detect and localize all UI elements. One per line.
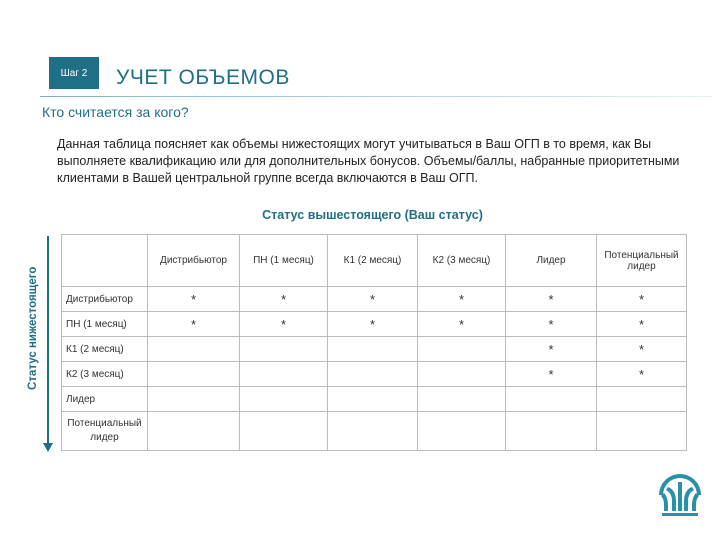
table-cell: * <box>597 337 687 362</box>
table-cell <box>328 387 418 412</box>
table-cell: * <box>506 312 597 337</box>
table-cell <box>240 337 328 362</box>
table-row <box>62 337 687 362</box>
table-cell <box>148 387 240 412</box>
table-cell: * <box>506 362 597 387</box>
volume-matrix-table <box>61 234 687 451</box>
upper-status-label: Статус вышестоящего (Ваш статус) <box>262 208 483 222</box>
arrow-down-icon <box>47 236 49 444</box>
table-cell: * <box>597 312 687 337</box>
column-header: К2 (3 месяц) <box>418 235 506 287</box>
description-text: Данная таблица поясняет как объемы нижестоящих могут учитываться в Ваш ОГП в то время, как Вы выполняете квалификацию или для дополнительных бонусов. Объемы/баллы, набранные приоритетными клиентами в Вашей центральной группе всегда включаются в Ваш ОГП. <box>57 137 680 185</box>
table-row <box>62 387 687 412</box>
row-label: К1 (2 месяц) <box>62 337 148 362</box>
page-subtitle: Кто считается за кого? <box>42 104 189 120</box>
column-header: ПН (1 месяц) <box>240 235 328 287</box>
row-label: Дистрибьютор <box>62 287 148 312</box>
table-cell <box>148 337 240 362</box>
header-divider <box>40 96 712 97</box>
table-corner-cell <box>62 235 148 287</box>
table-cell: * <box>597 287 687 312</box>
table-cell <box>240 387 328 412</box>
table-cell: * <box>240 287 328 312</box>
table-cell: * <box>328 287 418 312</box>
table-cell: * <box>418 287 506 312</box>
table-cell: * <box>506 287 597 312</box>
table-cell: * <box>597 362 687 387</box>
table-cell <box>328 362 418 387</box>
row-label: ПН (1 месяц) <box>62 312 148 337</box>
lower-status-label: Статус нижестоящего <box>27 266 39 390</box>
table-cell <box>240 412 328 451</box>
page-title: УЧЕТ ОБЪЕМОВ <box>116 66 290 89</box>
column-header: Потенциальный лидер <box>597 235 687 287</box>
table-cell <box>418 362 506 387</box>
table-row <box>62 412 687 451</box>
table-cell <box>328 412 418 451</box>
table-cell <box>418 387 506 412</box>
column-header: Дистрибьютор <box>148 235 240 287</box>
arrow-head-icon <box>43 443 53 452</box>
table-cell: * <box>148 312 240 337</box>
row-label: Потенциальный лидер <box>62 412 148 451</box>
row-label: К2 (3 месяц) <box>62 362 148 387</box>
table-cell: * <box>506 337 597 362</box>
step-badge: Шаг 2 <box>49 57 99 89</box>
table-row <box>62 287 687 312</box>
table-cell <box>597 387 687 412</box>
table-cell: * <box>240 312 328 337</box>
table-cell <box>506 387 597 412</box>
table-cell <box>418 412 506 451</box>
table-cell <box>418 337 506 362</box>
table-cell <box>506 412 597 451</box>
table-cell <box>148 362 240 387</box>
table-cell: * <box>418 312 506 337</box>
table-header-row <box>62 235 687 287</box>
table-cell <box>148 412 240 451</box>
table-cell: * <box>328 312 418 337</box>
table-cell <box>240 362 328 387</box>
nu-skin-logo-icon <box>656 471 704 519</box>
table-cell <box>328 337 418 362</box>
table-cell <box>597 412 687 451</box>
table-cell: * <box>148 287 240 312</box>
column-header: К1 (2 месяц) <box>328 235 418 287</box>
column-header: Лидер <box>506 235 597 287</box>
table-row <box>62 362 687 387</box>
row-label: Лидер <box>62 387 148 412</box>
table-row <box>62 312 687 337</box>
